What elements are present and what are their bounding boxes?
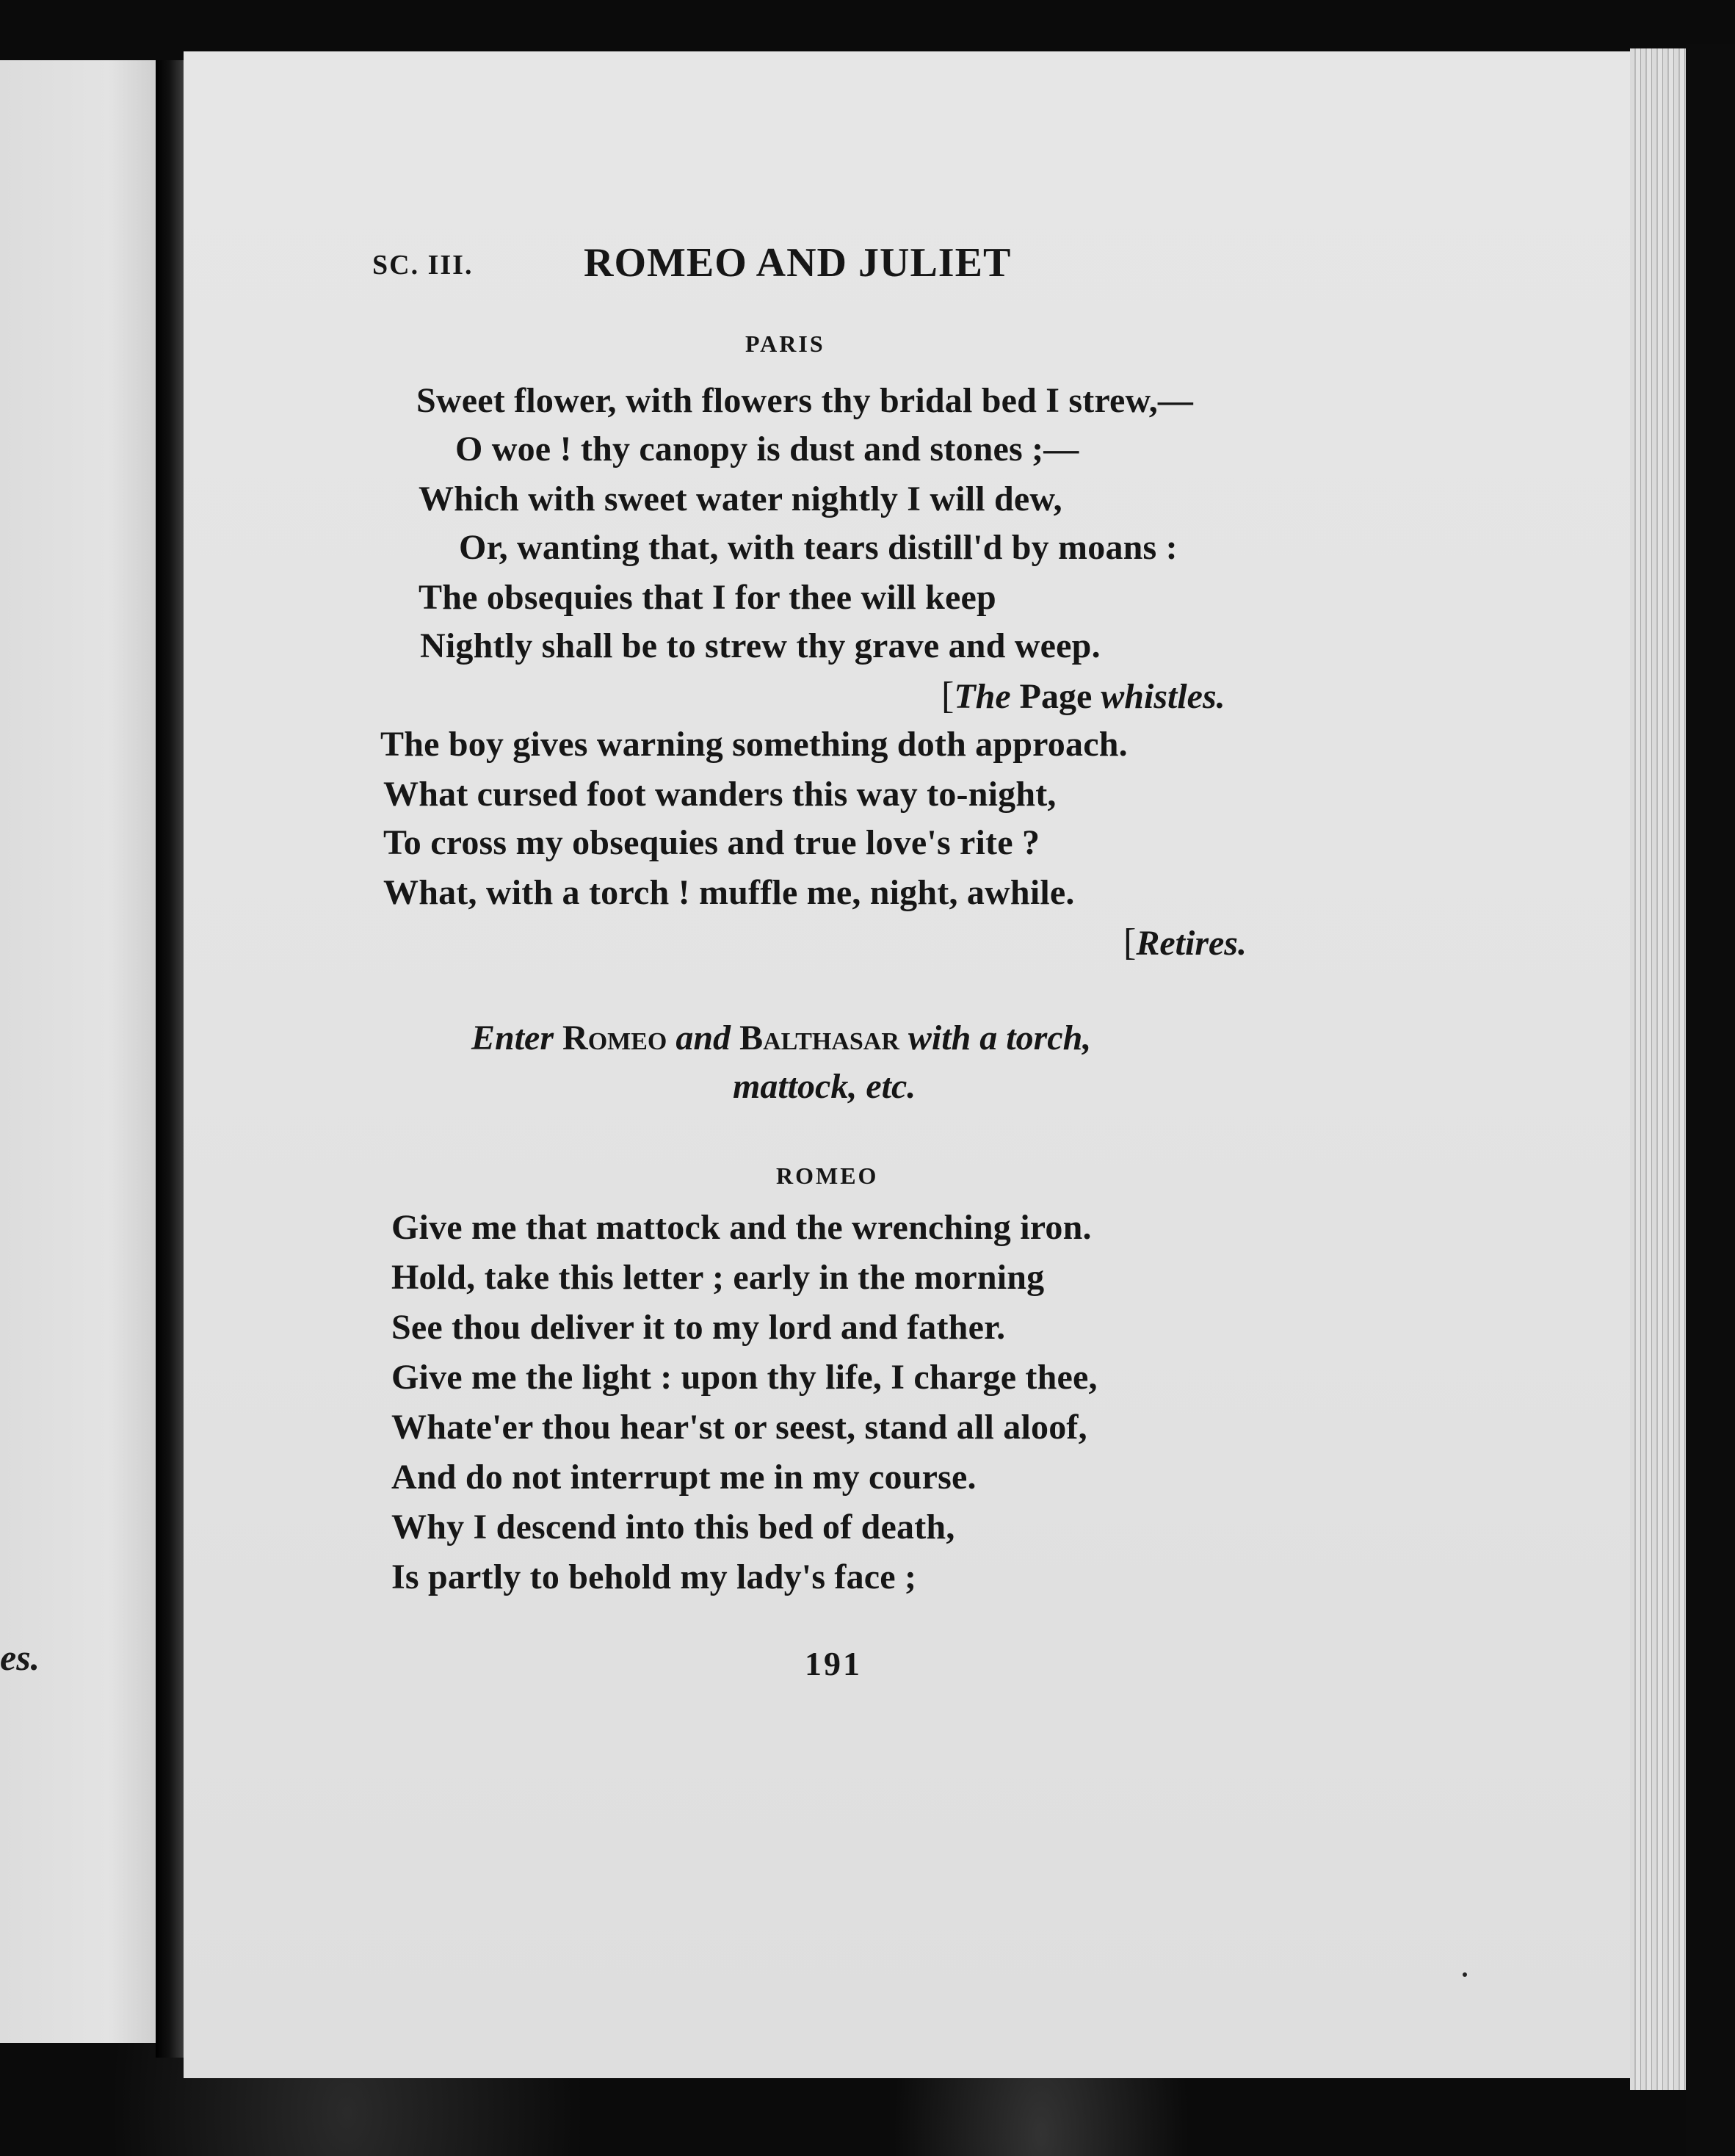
verse-line: Sweet flower, with flowers thy bridal bed I strew,— xyxy=(416,381,1194,420)
sd-mattock: mattock, etc. xyxy=(733,1067,916,1106)
sd-romeo: Romeo xyxy=(562,1019,667,1057)
scan-speck xyxy=(1463,1972,1467,1977)
stage-direction-whistles xyxy=(941,677,1225,715)
verse-line: Is partly to behold my lady's face ; xyxy=(391,1558,917,1596)
verse-line: Which with sweet water nightly I will dew, xyxy=(419,480,1062,518)
sd-the: The xyxy=(954,677,1011,716)
sd-enter: Enter xyxy=(471,1019,554,1057)
scan-edge xyxy=(1686,44,1735,2156)
entrance-direction-line1 xyxy=(471,1021,1091,1056)
facing-page-fragment: es. xyxy=(0,1637,40,1678)
bracket-glyph: [ xyxy=(1123,922,1137,963)
book-page xyxy=(184,51,1636,2078)
verse-line: What cursed foot wanders this way to-night, xyxy=(383,775,1057,814)
verse-line: What, with a torch ! muffle me, night, awhile. xyxy=(383,873,1075,912)
facing-page xyxy=(0,60,156,2043)
verse-line: Or, wanting that, with tears distill'd by moans : xyxy=(459,528,1178,567)
verse-line: See thou deliver it to my lord and father. xyxy=(391,1308,1006,1347)
verse-line: The boy gives warning something doth approach. xyxy=(380,725,1128,764)
sd-page: Page xyxy=(1019,677,1093,716)
verse-line: To cross my obsequies and true love's rite ? xyxy=(383,823,1040,862)
sd-and: and xyxy=(675,1019,731,1057)
sd-retires: Retires. xyxy=(1136,924,1247,963)
page-edges xyxy=(1630,48,1687,2090)
scene-label: SC. III. xyxy=(372,250,474,281)
page-number: 191 xyxy=(805,1645,862,1682)
verse-line: The obsequies that I for thee will keep xyxy=(419,578,996,617)
verse-line: Why I descend into this bed of death, xyxy=(391,1508,955,1547)
entrance-direction-line2 xyxy=(733,1069,916,1104)
sd-whistles: whistles. xyxy=(1101,677,1225,716)
verse-line: Hold, take this letter ; early in the morning xyxy=(391,1258,1045,1297)
speaker-romeo: ROMEO xyxy=(776,1162,879,1189)
sd-balthasar: Balthasar xyxy=(739,1019,899,1057)
verse-line: And do not interrupt me in my course. xyxy=(391,1458,977,1497)
verse-line: Whate'er thou hear'st or seest, stand all aloof, xyxy=(391,1408,1087,1447)
bracket-glyph: [ xyxy=(941,675,955,717)
running-title: ROMEO AND JULIET xyxy=(584,240,1012,286)
verse-line: Give me that mattock and the wrenching iron. xyxy=(391,1208,1092,1247)
speaker-paris: PARIS xyxy=(745,330,825,357)
sd-with: with a torch, xyxy=(908,1019,1092,1057)
stage-direction-retires xyxy=(1123,924,1247,962)
verse-line: Give me the light : upon thy life, I charge thee, xyxy=(391,1358,1098,1397)
verse-line: Nightly shall be to strew thy grave and weep. xyxy=(420,626,1101,665)
verse-line: O woe ! thy canopy is dust and stones ;— xyxy=(455,430,1079,469)
